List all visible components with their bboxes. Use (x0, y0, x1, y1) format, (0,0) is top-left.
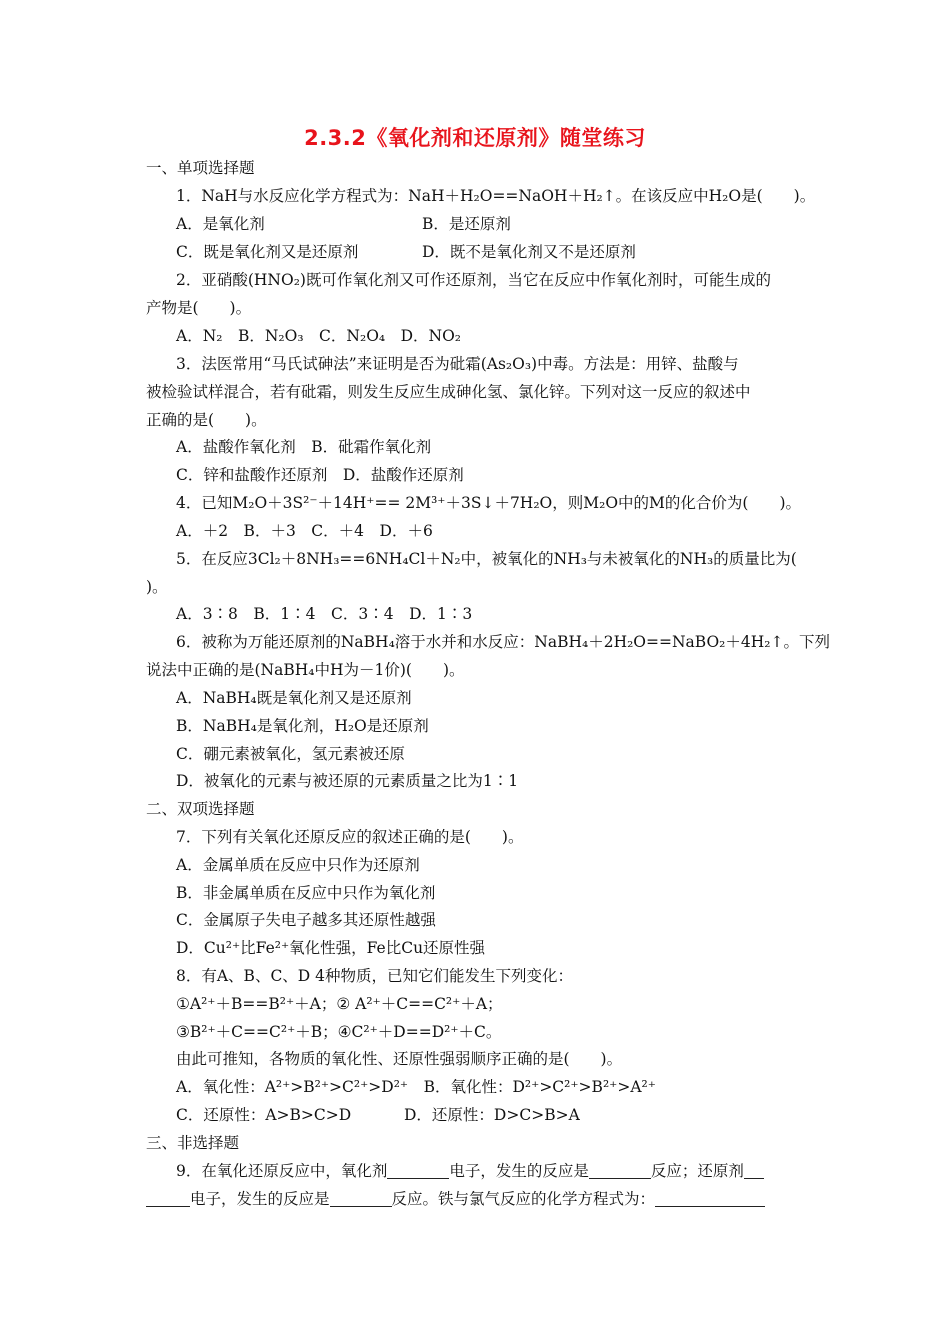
q1-options-cd (146, 241, 838, 263)
q9-text-c: 反应；还原剂 (650, 1162, 744, 1180)
q4-options: A．＋2 B．＋3 C．＋4 D．＋6 (176, 522, 433, 540)
question-3-line-2: 被检验试样混合，若有砒霜，则发生反应生成砷化氢、氯化锌。下列对这一反应的叙述中 (146, 383, 751, 401)
question-3-line-1: 3．法医常用“马氏试砷法”来证明是否为砒霜(As₂O₃)中毒。方法是：用锌、盐酸与 (176, 355, 739, 373)
q6-option-c: C．硼元素被氧化，氢元素被还原 (176, 745, 405, 763)
q7-option-d: D．Cu²⁺比Fe²⁺氧化性强，Fe比Cu还原性强 (176, 939, 486, 957)
q6-option-d: D．被氧化的元素与被还原的元素质量之比为1∶1 (176, 772, 519, 790)
q9-blank-1[interactable] (387, 1162, 449, 1179)
q1-option-b: B．是还原剂 (422, 215, 511, 233)
q3-options-ab: A．盐酸作氧化剂 B．砒霜作氧化剂 (176, 438, 432, 456)
question-1: 1．NaH与水反应化学方程式为：NaH＋H₂O==NaOH＋H₂↑。在该反应中H₂O是( )。 (176, 187, 816, 205)
q8-reaction-1-2: ①A²⁺＋B==B²⁺＋A；② A²⁺＋C==C²⁺＋A； (176, 995, 503, 1013)
q5-options: A．3∶8 B．1∶4 C．3∶4 D．1∶3 (176, 605, 473, 623)
section-heading-1: 一、单项选择题 (146, 159, 255, 177)
question-3-line-3: 正确的是( )。 (146, 411, 267, 429)
q2-options: A．N₂ B．N₂O₃ C．N₂O₄ D．NO₂ (176, 327, 462, 345)
q9-text-e: 反应。铁与氯气反应的化学方程式为： (391, 1190, 656, 1208)
q1-option-a: A．是氧化剂 (176, 215, 265, 233)
q8-options-ab: A．氧化性：A²⁺>B²⁺>C²⁺>D²⁺ B．氧化性：D²⁺>C²⁺>B²⁺>A²⁺ (176, 1078, 656, 1096)
q6-option-a: A．NaBH₄既是氧化剂又是还原剂 (176, 689, 412, 707)
q8-options-cd (146, 1104, 838, 1126)
q1-options-ab (146, 213, 838, 235)
section-heading-3: 三、非选择题 (146, 1134, 240, 1152)
q9-text-a: 9．在氧化还原反应中，氧化剂 (176, 1162, 388, 1180)
q8-reaction-3-4: ③B²⁺＋C==C²⁺＋B；④C²⁺＋D==D²⁺＋C。 (176, 1023, 502, 1041)
page-title: 2.3.2《氧化剂和还原剂》随堂练习 (304, 126, 646, 150)
question-2-line-1: 2．亚硝酸(HNO₂)既可作氧化剂又可作还原剂，当它在反应中作氧化剂时，可能生成的 (176, 271, 771, 289)
q8-prompt: 由此可推知，各物质的氧化性、还原性强弱顺序正确的是( )。 (176, 1050, 623, 1068)
q1-option-c: C．既是氧化剂又是还原剂 (176, 243, 359, 261)
q3-options-cd: C．锌和盐酸作还原剂 D．盐酸作还原剂 (176, 466, 464, 484)
question-8: 8．有A、B、C、D 4种物质，已知它们能发生下列变化： (176, 967, 574, 985)
question-9-line-1 (146, 1160, 838, 1182)
q7-option-b: B．非金属单质在反应中只作为氧化剂 (176, 884, 436, 902)
question-2-line-2: 产物是( )。 (146, 299, 252, 317)
q7-option-c: C．金属原子失电子越多其还原性越强 (176, 911, 436, 929)
question-4: 4．已知M₂O＋3S²⁻＋14H⁺== 2M³⁺＋3S↓＋7H₂O，则M₂O中的M的化合价为( )。 (176, 494, 802, 512)
q9-blank-4[interactable] (330, 1190, 392, 1207)
question-6-line-1: 6．被称为万能还原剂的NaBH₄溶于水并和水反应：NaBH₄＋2H₂O==NaBO₂＋4H₂↑。下列 (176, 633, 830, 651)
q9-blank-5[interactable] (655, 1190, 765, 1207)
q9-blank-3a[interactable] (744, 1162, 764, 1179)
q6-option-b: B．NaBH₄是氧化剂，H₂O是还原剂 (176, 717, 429, 735)
section-heading-2: 二、双项选择题 (146, 800, 255, 818)
q8-option-d: D．还原性：D>C>B>A (404, 1106, 580, 1124)
question-5-line-1: 5．在反应3Cl₂＋8NH₃==6NH₄Cl＋N₂中，被氧化的NH₃与未被氧化的NH₃的质量比为( (176, 550, 797, 568)
question-9-line-2 (146, 1188, 808, 1210)
q9-blank-3b[interactable] (146, 1190, 190, 1207)
q1-option-d: D．既不是氧化剂又不是还原剂 (422, 243, 636, 261)
question-6-line-2: 说法中正确的是(NaBH₄中H为－1价)( )。 (146, 661, 465, 679)
q7-option-a: A．金属单质在反应中只作为还原剂 (176, 856, 420, 874)
question-5-line-2: )。 (146, 578, 168, 596)
q9-text-b: 电子，发生的反应是 (449, 1162, 589, 1180)
q9-blank-2[interactable] (589, 1162, 651, 1179)
question-7: 7．下列有关氧化还原反应的叙述正确的是( )。 (176, 828, 524, 846)
q8-option-c: C．还原性：A>B>C>D (176, 1106, 352, 1124)
q9-text-d: 电子，发生的反应是 (190, 1190, 330, 1208)
